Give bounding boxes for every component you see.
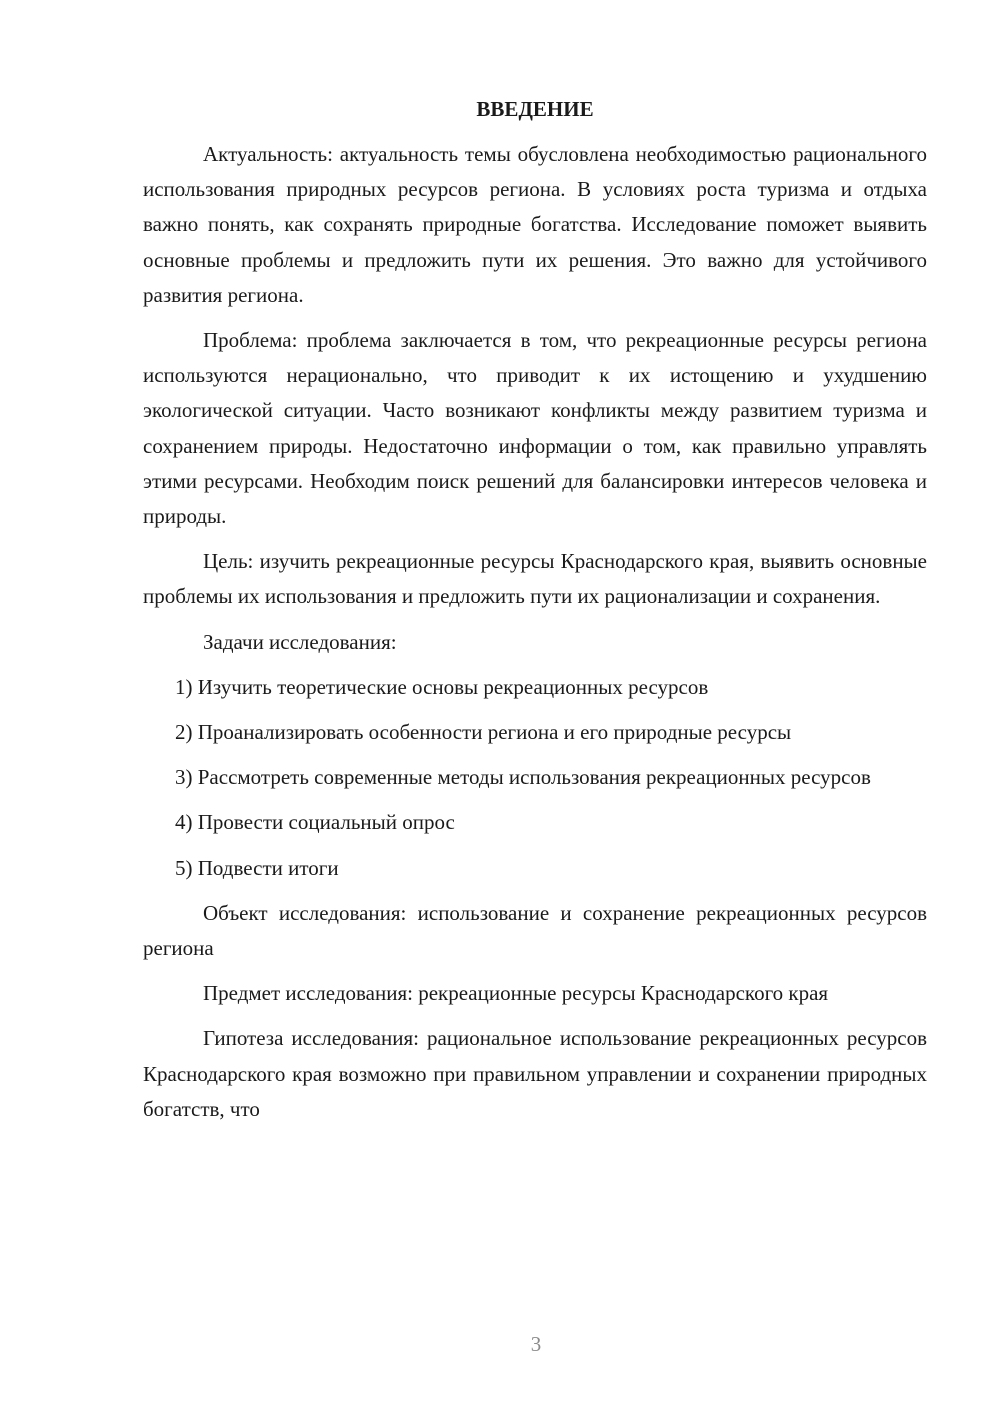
list-item-task-5: 5) Подвести итоги (175, 855, 339, 880)
paragraph-relevance: Актуальность: актуальность темы обусловлена необходимостью рационального использования природных ресурсов региона. В условиях роста туризма и отдыха важно понять, как сохранять природные богатства. Исследование поможет выявить основные проблемы и предложить пути их решения. Это важно для устойчивого развития региона. (143, 142, 927, 307)
page-title: ВВЕДЕНИЕ (476, 97, 594, 121)
page-number: 3 (530, 1332, 542, 1356)
tasks-heading: Задачи исследования: (203, 629, 397, 654)
paragraph-subject: Предмет исследования: рекреационные ресурсы Краснодарского края (203, 981, 829, 1006)
paragraph-problem: Проблема: проблема заключается в том, что рекреационные ресурсы региона используются нерационально, что приводит к их истощению и ухудшению экологической ситуации. Часто возникают конфликты между развитием туризма и сохранением природы. Недостаточно информации о том, как правильно управлять этими ресурсами. Необходим поиск решений для балансировки интересов человека и природы. (143, 328, 927, 529)
list-item-task-2: 2) Проанализировать особенности региона и его природные ресурсы (175, 720, 792, 745)
paragraph-goal: Цель: изучить рекреационные ресурсы Краснодарского края, выявить основные проблемы их использования и предложить пути их рационализации и сохранения. (143, 549, 927, 609)
list-item-task-3: 3) Рассмотреть современные методы использования рекреационных ресурсов (175, 765, 871, 790)
document-page (143, 92, 927, 1137)
paragraph-hypothesis: Гипотеза исследования: рациональное использование рекреационных ресурсов Краснодарского края возможно при правильном управлении и сохранении природных богатств, что (143, 1026, 927, 1121)
list-item-task-1: 1) Изучить теоретические основы рекреационных ресурсов (175, 674, 709, 699)
list-item-task-4: 4) Провести социальный опрос (175, 810, 455, 835)
paragraph-object: Объект исследования: использование и сохранение рекреационных ресурсов региона (143, 900, 927, 961)
